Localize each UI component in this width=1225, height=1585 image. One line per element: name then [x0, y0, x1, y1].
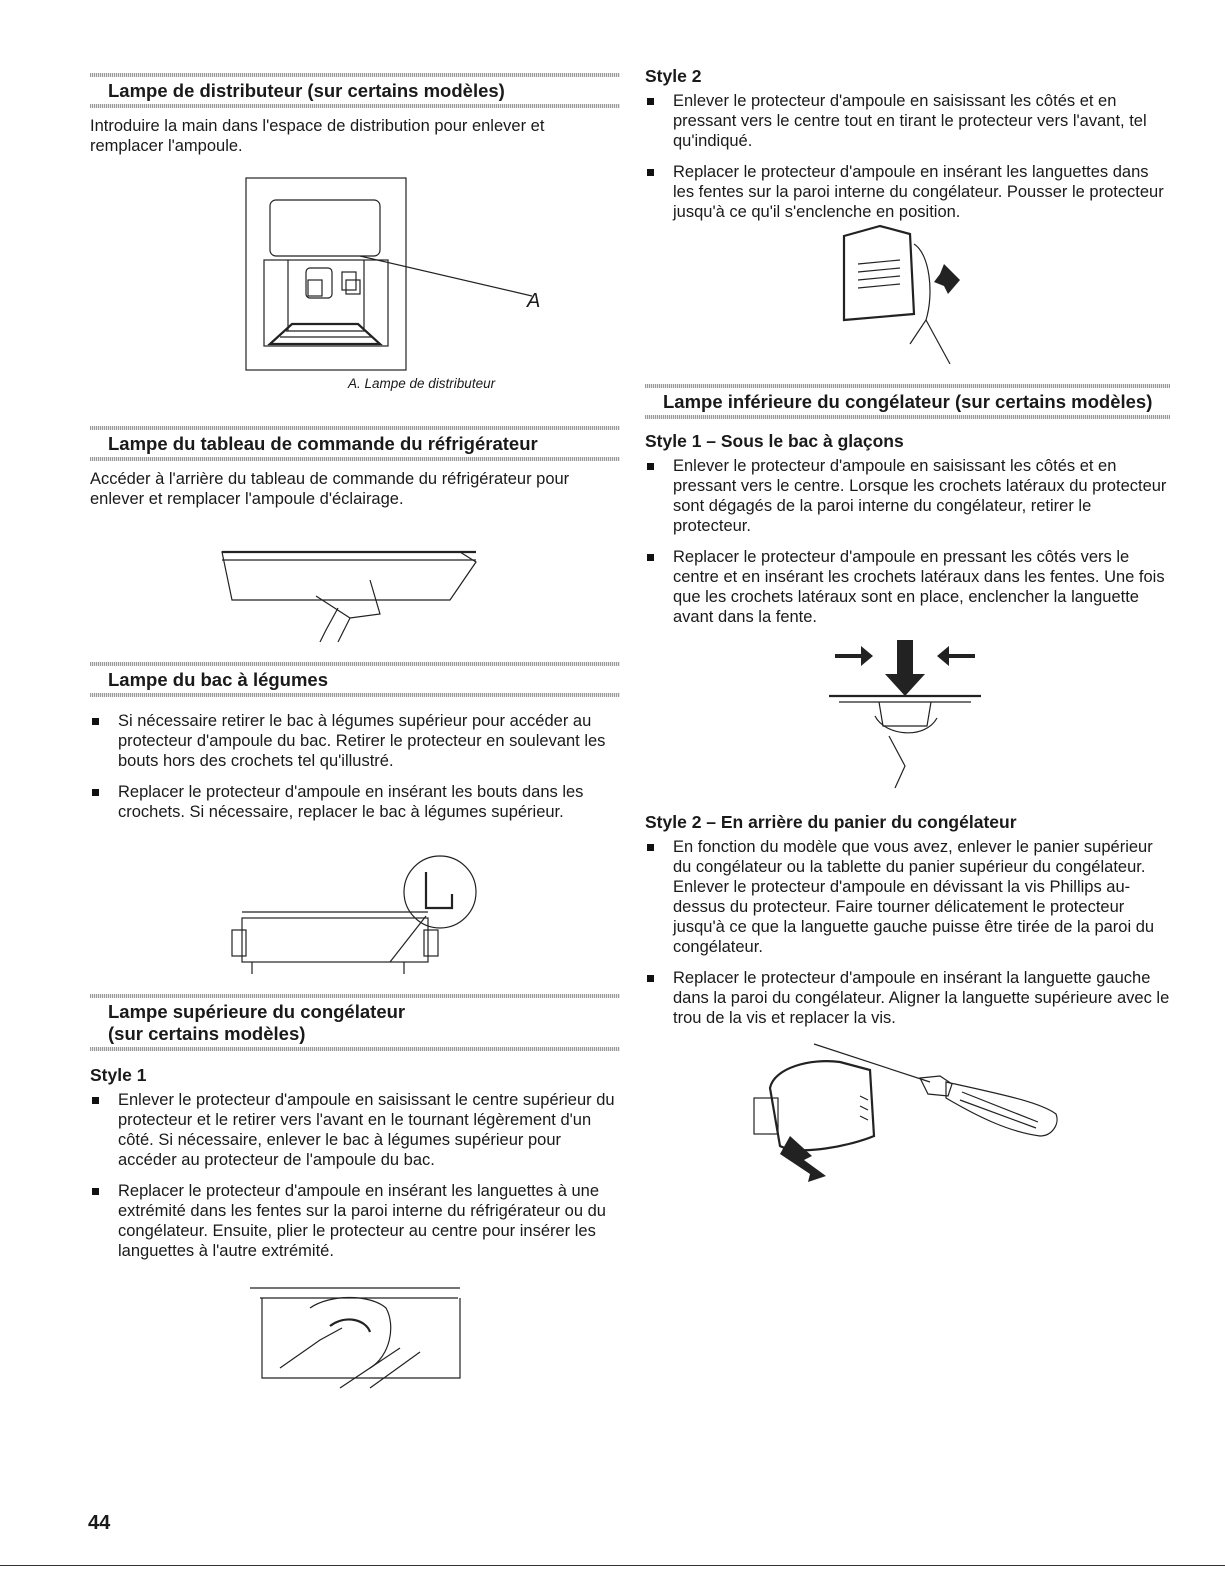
dispenser-illustration [240, 176, 540, 376]
section-rule [90, 693, 620, 697]
style2-illustration [830, 224, 980, 374]
style1-title: Style 1 [90, 1065, 147, 1085]
bullet-list [90, 711, 620, 822]
bullet-list [645, 837, 1170, 1028]
list-item: En fonction du modèle que vous avez, enlever le panier supérieur du congélateur ou la tablette du panier supérieur du congélateur. Enlever le protecteur d'ampoule en dévissant la vis Phillips au-dessus du protecteur. Faire tourner délicatement le protecteur jusqu'à ce que la languette gauche puisse être tirée de la paroi du congélateur. [645, 837, 1170, 957]
section-control-panel-lamp [90, 426, 620, 509]
section-rule [90, 457, 620, 461]
control-panel-illustration [220, 530, 490, 650]
section-upper-freezer-lamp [90, 994, 620, 1272]
section-rule [90, 1047, 620, 1051]
style2-title: Style 2 – En arrière du panier du congélateur [645, 812, 1017, 832]
list-item: Replacer le protecteur d'ampoule en insérant les languettes à une extrémité dans les fentes sur la paroi interne du réfrigérateur ou du congélateur. Ensuite, plier le protecteur au centre pour insérer les languettes à l'autre extrémité. [90, 1181, 620, 1261]
dispenser-caption: A. Lampe de distributeur [348, 376, 496, 391]
list-item: Replacer le protecteur d'ampoule en pressant les côtés vers le centre et en insérant les crochets latéraux dans les fentes. Une fois que les crochets latéraux sont en place, enclencher la languette avant dans la fente. [645, 547, 1170, 627]
section-title-line1: Lampe supérieure du congélateur [108, 1001, 406, 1022]
list-item: Replacer le protecteur d'ampoule en insérant la languette gauche dans la paroi du congélateur. Aligner la languette supérieure avec le trou de la vis et replacer la vis. [645, 968, 1170, 1028]
section-text: Accéder à l'arrière du tableau de commande du réfrigérateur pour enlever et remplacer l'ampoule d'éclairage. [90, 470, 570, 508]
list-item: Enlever le protecteur d'ampoule en saisissant les côtés et en pressant vers le centre. Lorsque les crochets latéraux du protecteur sont dégagés de la paroi interne du congélateur, retirer le protecteur. [645, 456, 1170, 536]
section-title: Lampe de distributeur (sur certains modèles) [108, 80, 505, 101]
list-item: Si nécessaire retirer le bac à légumes supérieur pour accéder au protecteur d'ampoule du bac. Retirer le protecteur en soulevant les bouts hors des crochets tel qu'illustré. [90, 711, 620, 771]
section-style2 [645, 66, 1170, 233]
list-item: Replacer le protecteur d'ampoule en insérant les bouts dans les crochets. Si nécessaire, replacer le bac à légumes supérieur. [90, 782, 620, 822]
section-title: Lampe du tableau de commande du réfrigérateur [108, 433, 538, 454]
upper-freezer-illustration [220, 1268, 490, 1398]
bullet-list [645, 91, 1170, 222]
list-item: Enlever le protecteur d'ampoule en saisissant le centre supérieur du protecteur et le retirer vers l'avant en le tournant légèrement d'un côté. Si nécessaire, enlever le bac à légumes supérieur pour accéder au protecteur de l'ampoule du bac. [90, 1090, 620, 1170]
bullet-list [90, 1090, 620, 1261]
section-dispenser-lamp [90, 73, 620, 156]
style2-title: Style 2 [645, 66, 702, 86]
section-title: Lampe du bac à légumes [108, 669, 329, 690]
section-title-line2: (sur certains modèles) [108, 1023, 306, 1044]
section-crisper-lamp [90, 662, 620, 833]
bullet-list [645, 456, 1170, 627]
footer-rule [0, 1565, 1225, 1566]
lower-freezer-illustration [825, 636, 985, 796]
style1-title: Style 1 – Sous le bac à glaçons [645, 431, 904, 451]
section-text: Introduire la main dans l'espace de distribution pour enlever et remplacer l'ampoule. [90, 117, 545, 155]
screwdriver-illustration [740, 1036, 1070, 1206]
section-lower-freezer-lamp [645, 384, 1170, 638]
section-lower-style2 [645, 812, 1170, 1039]
section-rule [645, 415, 1170, 419]
section-rule [90, 104, 620, 108]
list-item: Enlever le protecteur d'ampoule en saisissant les côtés et en pressant vers le centre tout en tirant le protecteur vers l'avant, tel qu'indiqué. [645, 91, 1170, 151]
crisper-illustration [230, 852, 490, 977]
dispenser-label-a: A [527, 290, 541, 312]
section-title: Lampe inférieure du congélateur (sur certains modèles) [663, 391, 1153, 412]
list-item: Replacer le protecteur d'ampoule en insérant les languettes dans les fentes sur la paroi interne du congélateur. Pousser le protecteur jusqu'à ce qu'il s'enclenche en position. [645, 162, 1170, 222]
page-number: 44 [88, 1512, 111, 1534]
